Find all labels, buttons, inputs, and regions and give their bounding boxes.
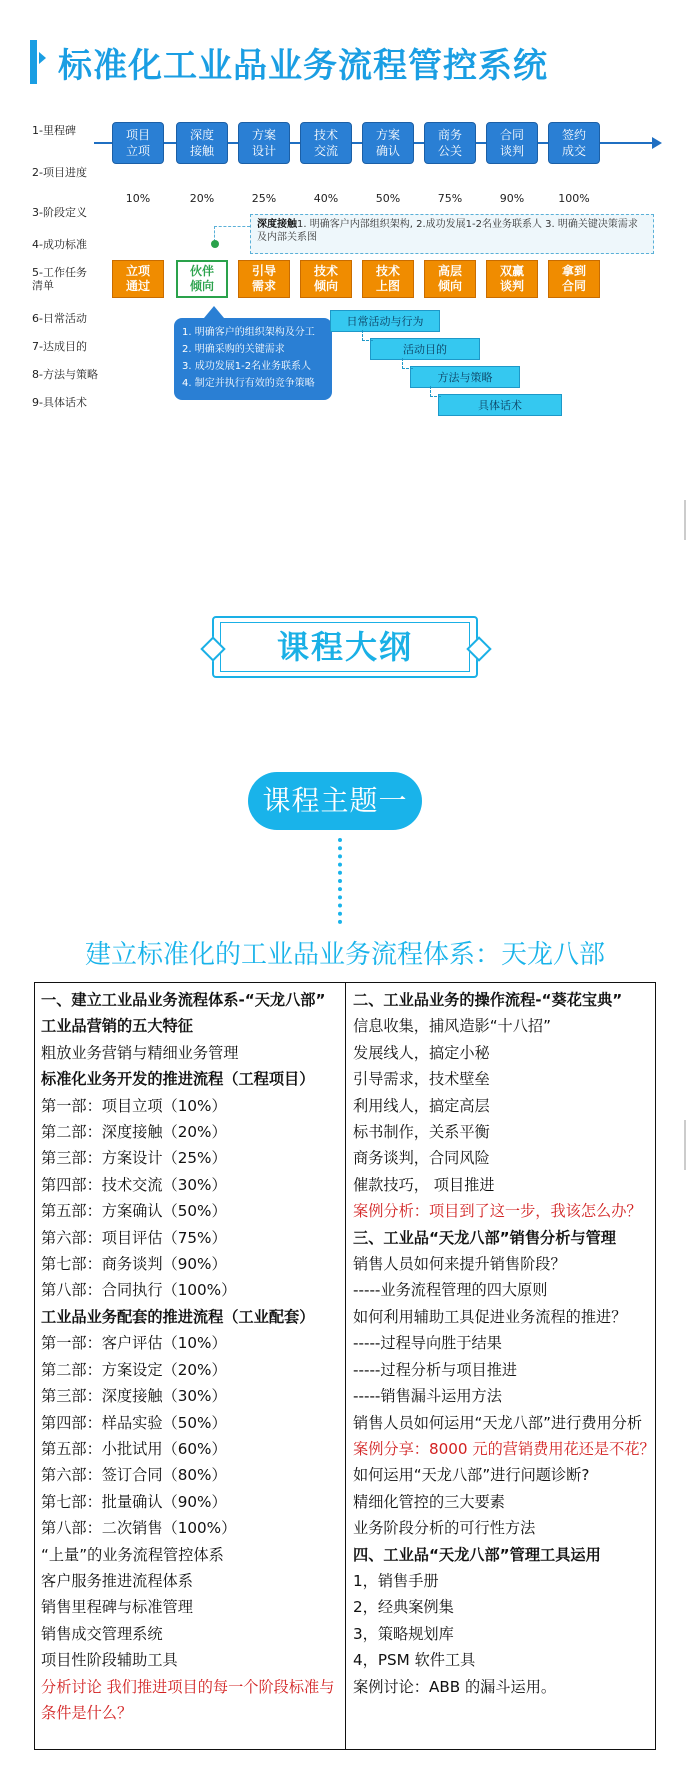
- right-line-17: 销售人员如何运用“天龙八部”进行费用分析: [353, 1413, 643, 1432]
- row-label-4: 4-成功标准: [32, 238, 87, 251]
- row-label-5: 5-工作任务 清单: [32, 266, 87, 292]
- row-label-8: 8-方法与策略: [32, 368, 98, 381]
- table-divider: [345, 983, 346, 1749]
- right-line-18: 案例分享：8000 元的营销费用花还是不花？: [353, 1439, 655, 1458]
- row-label-6: 6-日常活动: [32, 312, 87, 325]
- right-line-25: 3，策略规划库: [353, 1624, 454, 1643]
- task-callout: [174, 318, 332, 400]
- left-line-25: 销售成交管理系统: [41, 1624, 163, 1643]
- left-line-22: “上量”的业务流程管控体系: [41, 1545, 224, 1564]
- right-line-5: 利用线人，搞定高层: [353, 1096, 490, 1115]
- left-line-12: 第八部：合同执行（100%）: [41, 1281, 237, 1300]
- milestone-box-1: 项目 立项: [112, 122, 164, 164]
- task-item-2: 2. 明确采购的关键需求: [182, 344, 285, 355]
- stage-def-dot: [211, 240, 219, 248]
- left-line-21: 第八部：二次销售（100%）: [41, 1519, 237, 1538]
- topic-pill: 课程主题一: [248, 772, 422, 830]
- left-line-20: 第七部：批量确认（90%）: [41, 1492, 227, 1511]
- right-line-7: 商务谈判，合同风险: [353, 1149, 490, 1168]
- left-line-16: 第三部：深度接触（30%）: [41, 1387, 227, 1406]
- left-line-17: 第四部：样品实验（50%）: [41, 1413, 227, 1432]
- right-line-14: -----过程导向胜于结果: [353, 1334, 502, 1353]
- title-accent-bar: [30, 40, 37, 84]
- right-line-3: 发展线人，搞定小秘: [353, 1043, 490, 1062]
- left-line-23: 客户服务推进流程体系: [41, 1571, 193, 1590]
- right-line-26: 4，PSM 软件工具: [353, 1651, 476, 1670]
- right-line-11: 销售人员如何来提升销售阶段？: [353, 1255, 566, 1274]
- stage-def-connector: [214, 226, 250, 229]
- left-line-2: 工业品营销的五大特征: [41, 1017, 193, 1036]
- right-line-20: 精细化管控的三大要素: [353, 1492, 505, 1511]
- stage-def-text: 1. 明确客户内部组织架构, 2.成功发展1-2名业务联系人 3. 明确关键决策需求及内部关系图: [257, 219, 638, 243]
- right-line-10: 三、工业品“天龙八部”销售分析与管理: [353, 1228, 616, 1247]
- right-line-9: 案例分析：项目到了这一步，我该怎么办？: [353, 1202, 642, 1221]
- right-line-22: 四、工业品“天龙八部”管理工具运用: [353, 1545, 601, 1564]
- left-line-14: 第一部：客户评估（10%）: [41, 1334, 227, 1353]
- right-line-1: 二、工业品业务的操作流程-“葵花宝典”: [353, 991, 623, 1009]
- progress-5: 50%: [375, 192, 401, 205]
- right-line-19: 如何运用“天龙八部”进行问题诊断?: [353, 1466, 590, 1485]
- right-line-12: -----业务流程管理的四大原则: [353, 1281, 548, 1300]
- topic-dotted-connector: [338, 838, 346, 924]
- milestone-box-2: 深度 接触: [176, 122, 228, 164]
- bar-connector-1: [362, 330, 373, 341]
- stage-def-title: 深度接触: [257, 219, 297, 230]
- right-line-15: -----过程分析与项目推进: [353, 1360, 518, 1379]
- right-line-8: 催款技巧， 项目推进: [353, 1175, 495, 1194]
- scroll-indicator-2: [684, 1120, 686, 1170]
- right-line-13: 如何利用辅助工具促进业务流程的推进？: [353, 1307, 627, 1326]
- course-outline-table: [34, 982, 656, 1750]
- right-line-16: -----销售漏斗运用方法: [353, 1387, 502, 1406]
- left-line-5: 第一部：项目立项（10%）: [41, 1096, 227, 1115]
- success-box-5: 技术 上图: [362, 260, 414, 298]
- right-line-21: 业务阶段分析的可行性方法: [353, 1519, 536, 1538]
- left-line-9: 第五部：方案确认（50%）: [41, 1202, 227, 1221]
- task-callout-tip: [204, 306, 224, 318]
- topic-subtitle: 建立标准化的工业品业务流程体系：天龙八部: [84, 940, 605, 970]
- left-line-7: 第三部：方案设计（25%）: [41, 1149, 227, 1168]
- activity-bar-3: 方法与策略: [410, 366, 520, 388]
- milestone-box-8: 签约 成交: [548, 122, 600, 164]
- left-line-6: 第二部：深度接触（20%）: [41, 1123, 227, 1142]
- left-line-13: 工业品业务配套的推进流程（工业配套）: [41, 1307, 315, 1326]
- milestone-arrow-icon: [652, 137, 662, 149]
- course-outline-banner: [212, 616, 478, 678]
- process-diagram: [28, 110, 658, 470]
- right-line-6: 标书制作，关系平衡: [353, 1123, 490, 1142]
- milestone-box-4: 技术 交流: [300, 122, 352, 164]
- left-line-3: 粗放业务营销与精细业务管理: [41, 1043, 239, 1062]
- success-box-8: 拿到 合同: [548, 260, 600, 298]
- page-title: 标准化工业品业务流程管控系统: [58, 46, 548, 86]
- milestone-box-7: 合同 谈判: [486, 122, 538, 164]
- bar-connector-2: [402, 358, 413, 369]
- left-line-1: 一、建立工业品业务流程体系-“天龙八部”: [41, 991, 326, 1009]
- table-right-column: [353, 987, 653, 1700]
- table-left-column: [41, 987, 341, 1726]
- activity-bar-2: 活动目的: [370, 338, 480, 360]
- right-line-24: 2，经典案例集: [353, 1598, 454, 1617]
- row-label-3: 3-阶段定义: [32, 206, 87, 219]
- bar-connector-3: [430, 386, 441, 397]
- activity-bar-1: 日常活动与行为: [330, 310, 440, 332]
- task-item-3: 3. 成功发展1-2名业务联系人: [182, 361, 312, 372]
- success-box-1: 立项 通过: [112, 260, 164, 298]
- success-box-6: 高层 倾向: [424, 260, 476, 298]
- success-box-4: 技术 倾向: [300, 260, 352, 298]
- left-line-15: 第二部：方案设定（20%）: [41, 1360, 227, 1379]
- right-line-4: 引导需求，技术壁垒: [353, 1070, 490, 1089]
- task-item-1: 1. 明确客户的组织架构及分工: [182, 327, 315, 338]
- left-line-27: 分析讨论 我们推进项目的每一个阶段标准与条件是什么？: [41, 1677, 335, 1722]
- success-box-7: 双赢 谈判: [486, 260, 538, 298]
- activity-bar-4: 具体话术: [438, 394, 562, 416]
- milestone-box-3: 方案 设计: [238, 122, 290, 164]
- progress-4: 40%: [313, 192, 339, 205]
- left-line-4: 标准化业务开发的推进流程（工程项目）: [41, 1070, 315, 1089]
- progress-2: 20%: [189, 192, 215, 205]
- row-label-2: 2-项目进度: [32, 166, 87, 179]
- scroll-indicator: [684, 500, 686, 540]
- progress-3: 25%: [251, 192, 277, 205]
- course-outline-title: 课程大纲: [276, 628, 413, 666]
- left-line-8: 第四部：技术交流（30%）: [41, 1175, 227, 1194]
- progress-1: 10%: [125, 192, 151, 205]
- progress-8: 100%: [558, 192, 590, 205]
- success-box-2: 伙伴 倾向: [176, 260, 228, 298]
- success-box-3: 引导 需求: [238, 260, 290, 298]
- right-line-23: 1，销售手册: [353, 1571, 439, 1590]
- right-line-27: 案例讨论：ABB 的漏斗运用。: [353, 1677, 557, 1696]
- milestone-box-5: 方案 确认: [362, 122, 414, 164]
- left-line-26: 项目性阶段辅助工具: [41, 1651, 178, 1670]
- left-line-24: 销售里程碑与标准管理: [41, 1598, 193, 1617]
- left-line-10: 第六部：项目评估（75%）: [41, 1228, 227, 1247]
- task-item-4: 4. 制定并执行有效的竞争策略: [182, 378, 315, 389]
- left-line-11: 第七部：商务谈判（90%）: [41, 1255, 227, 1274]
- milestone-box-6: 商务 公关: [424, 122, 476, 164]
- row-label-9: 9-具体话术: [32, 396, 87, 409]
- stage-definition-box: [250, 214, 654, 254]
- progress-6: 75%: [437, 192, 463, 205]
- progress-7: 90%: [499, 192, 525, 205]
- right-line-2: 信息收集，捕风造影“十八招”: [353, 1017, 551, 1036]
- row-label-7: 7-达成目的: [32, 340, 87, 353]
- left-line-19: 第六部：签订合同（80%）: [41, 1466, 227, 1485]
- row-label-1: 1-里程碑: [32, 124, 76, 137]
- left-line-18: 第五部：小批试用（60%）: [41, 1439, 227, 1458]
- title-accent-arrow: [39, 52, 46, 64]
